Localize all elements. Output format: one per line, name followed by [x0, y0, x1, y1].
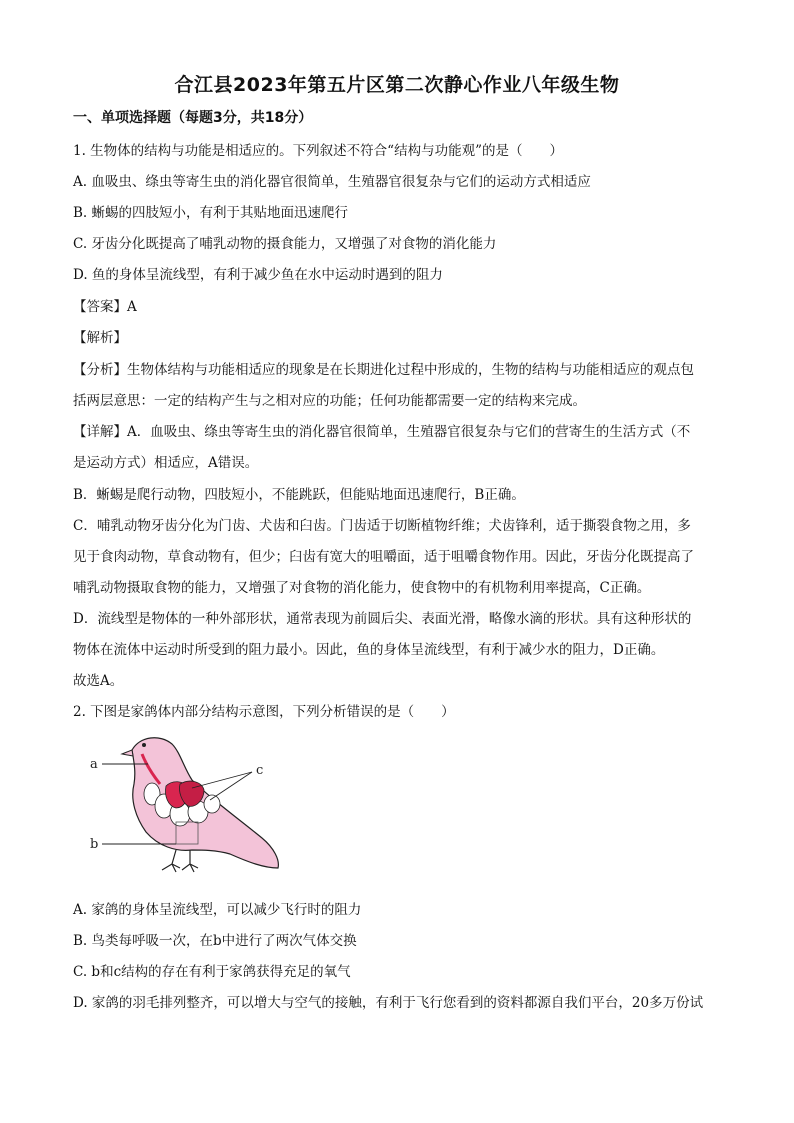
question-2-stem: 2. 下图是家鸽体内部分结构示意图，下列分析错误的是（ ） [73, 704, 455, 720]
analysis-line: D．流线型是物体的一种外部形状，通常表现为前圆后尖、表面光滑，略像水滴的形状。具有这种形状的 [73, 611, 692, 627]
leader-line-c [192, 772, 252, 788]
pigeon-illustration [80, 728, 310, 888]
answer-line: 【答案】A [73, 299, 137, 315]
question-2-option-c: C. b和c结构的存在有利于家鸽获得充足的氧气 [73, 964, 351, 980]
question-1-option-c: C. 牙齿分化既提高了哺乳动物的摄食能力，又增强了对食物的消化能力 [73, 236, 497, 252]
analysis-line: 物体在流体中运动时所受到的阻力最小。因此，鱼的身体呈流线型，有利于减少水的阻力，D正确。 [73, 642, 665, 658]
question-1-option-d: D. 鱼的身体呈流线型，有利于减少鱼在水中运动时遇到的阻力 [73, 267, 443, 283]
pigeon-beak [122, 750, 133, 756]
pigeon-eye [142, 743, 146, 747]
analysis-line: 【分析】生物体结构与功能相适应的现象是在长期进化过程中形成的，生物的结构与功能相适应的观点包 [73, 362, 694, 378]
question-2-option-a: A. 家鸽的身体呈流线型，可以减少飞行时的阻力 [73, 902, 362, 918]
leader-line-c [210, 772, 252, 800]
analysis-line: 故选A。 [73, 673, 124, 689]
pigeon-leg [162, 850, 180, 872]
figure-label-c: c [256, 763, 264, 778]
analysis-line: 是运动方式）相适应，A错误。 [73, 455, 259, 471]
pigeon-leg [182, 850, 198, 872]
question-1-option-b: B. 蜥蜴的四肢短小，有利于其贴地面迅速爬行 [73, 205, 349, 221]
question-2-option-d: D. 家鸽的羽毛排列整齐，可以增大与空气的接触，有利于飞行您看到的资料都源自我们平台，20多万份试 [73, 995, 704, 1011]
page-title: 合江县2023年第五片区第二次静心作业八年级生物 [174, 74, 620, 96]
figure-label-a: a [90, 757, 98, 772]
figure-label-b: b [90, 837, 99, 852]
analysis-line: B．蜥蜴是爬行动物，四肢短小，不能跳跃，但能贴地面迅速爬行，B正确。 [73, 487, 525, 503]
question-2-option-b: B. 鸟类每呼吸一次，在b中进行了两次气体交换 [73, 933, 357, 949]
analysis-line: 【详解】A．血吸虫、绦虫等寄生虫的消化器官很简单，生殖器官很复杂与它们的营寄生的生活方式（不 [73, 424, 691, 440]
analysis-line: C．哺乳动物牙齿分化为门齿、犬齿和臼齿。门齿适于切断植物纤维；犬齿锋利，适于撕裂食物之用，多 [73, 518, 691, 534]
question-1-option-a: A. 血吸虫、绦虫等寄生虫的消化器官很简单，生殖器官很复杂与它们的运动方式相适应 [73, 174, 591, 190]
pigeon-diagram [80, 728, 310, 888]
section-heading: 一、单项选择题（每题3分，共18分） [73, 110, 313, 126]
air-sac [204, 795, 220, 813]
analysis-line: 见于食肉动物，草食动物有，但少；臼齿有宽大的咀嚼面，适于咀嚼食物作用。因此，牙齿分化既提高了 [73, 549, 694, 565]
analysis-label: 【解析】 [73, 330, 127, 346]
analysis-line: 哺乳动物摄取食物的能力，又增强了对食物的消化能力，使食物中的有机物利用率提高，C正确。 [73, 580, 651, 596]
question-1-stem: 1. 生物体的结构与功能是相适应的。下列叙述不符合“结构与功能观”的是（ ） [73, 143, 563, 159]
analysis-line: 括两层意思：一定的结构产生与之相对应的功能；任何功能都需要一定的结构来完成。 [73, 393, 586, 409]
